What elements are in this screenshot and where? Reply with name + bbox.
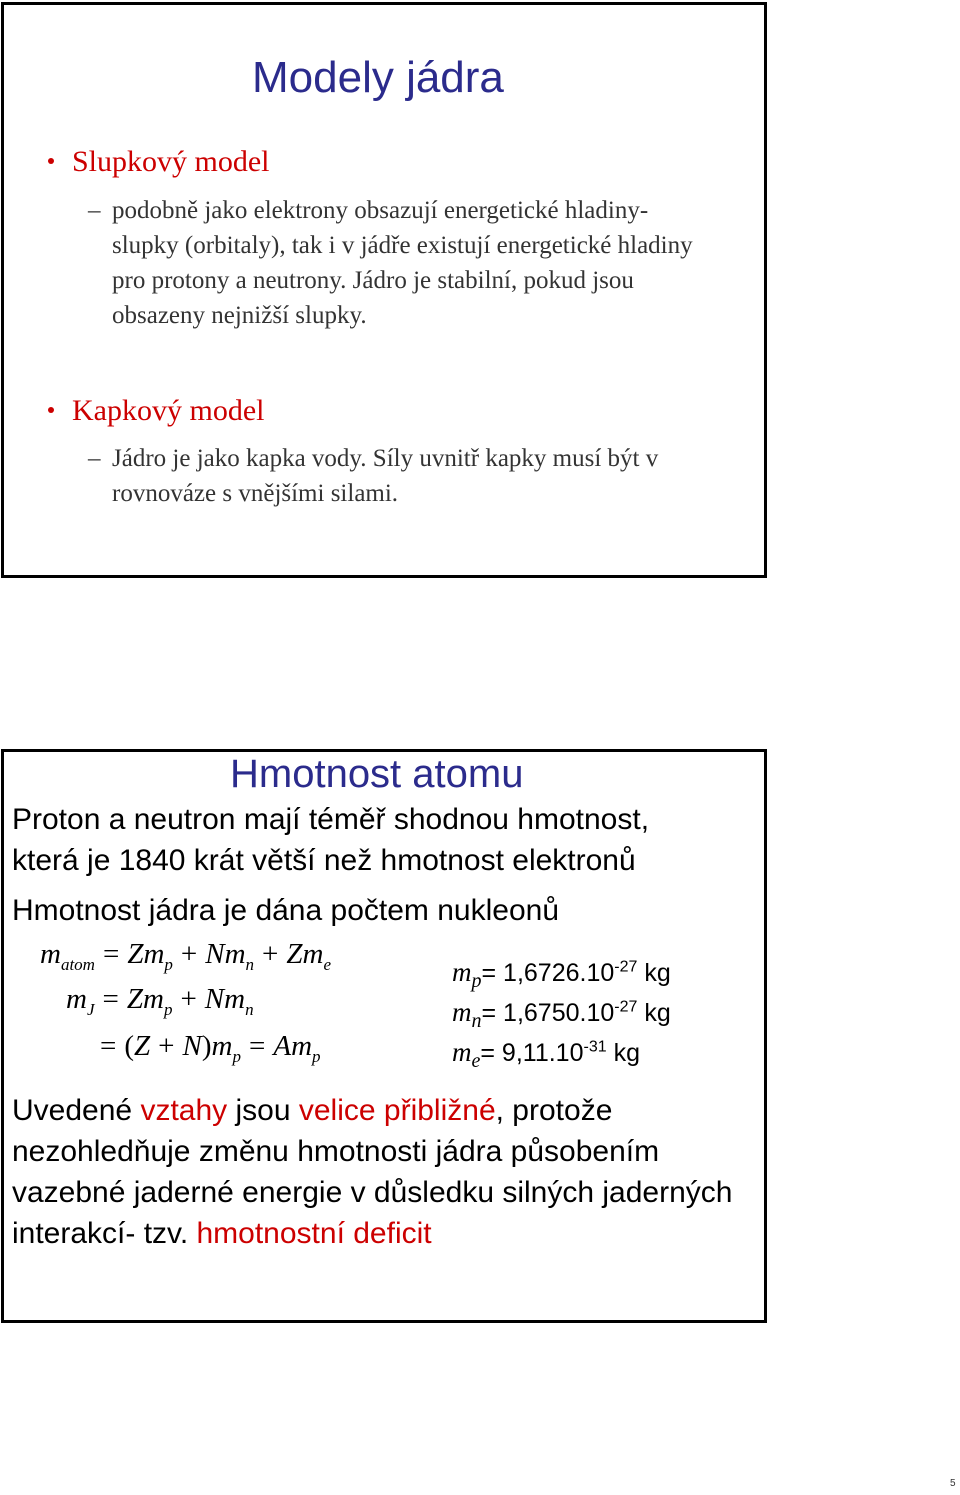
bullet-dot-icon	[48, 407, 54, 413]
highlight-text: velice přibližné	[298, 1094, 496, 1127]
sub-item-text: podobně jako elektrony obsazují energetické hladiny- slupky (orbitaly), tak i v jádře existují energetické hladiny pro protony a neutrony. Jádro je stabilní, pokud jsou obsazeny nejnižší slupky.	[112, 197, 693, 329]
electron-mass: $m_e= 9,11.10^{-31}$ kg	[452, 1037, 640, 1072]
equation-nucleus-mass-simplified: = $(Z + N)m_p = Am_p$	[100, 1030, 321, 1066]
text-line: Proton a neutron mají téměř shodnou hmotnost,	[12, 803, 650, 836]
sub-item-text: Jádro je jako kapka vody. Síly uvnitř kapky musí být v rovnováze s vnějšími silami.	[112, 445, 659, 507]
sub-item-shell-model	[88, 193, 712, 333]
page-number: 5	[950, 1478, 956, 1489]
equation-atom-mass: $m_{atom} = Zm_p + Nm_n + Zm_e$	[40, 938, 332, 974]
bullet-label: Kapkový model	[72, 394, 265, 427]
dash-icon: –	[88, 445, 101, 472]
dash-icon: –	[88, 197, 101, 224]
slide-models	[1, 2, 767, 578]
bullet-dot-icon	[48, 158, 54, 164]
proton-mass: $m_p= 1,6726.10^{-27}$ kg	[452, 957, 671, 992]
bullet-shell-model	[48, 145, 270, 179]
neutron-mass: $m_n= 1,6750.10^{-27}$ kg	[452, 997, 671, 1032]
bullet-drop-model	[48, 394, 264, 428]
slide-atomic-mass	[1, 749, 767, 1323]
bullet-label: Slupkový model	[72, 145, 270, 178]
slide-title: Modely jádra	[252, 53, 504, 102]
highlight-text: hmotnostní deficit	[196, 1217, 432, 1250]
text-line: Hmotnost jádra je dána počtem nukleonů	[12, 894, 560, 927]
slide-title: Hmotnost atomu	[230, 752, 524, 796]
highlight-text: vztahy	[140, 1094, 228, 1127]
sub-item-drop-model	[88, 441, 712, 511]
equation-nucleus-mass: $m_J = Zm_p + Nm_n$	[66, 983, 254, 1019]
mass-deficit-paragraph: Uvedené vztahy jsou velice přibližné, protože nezohledňuje změnu hmotnosti jádra působením vazebné jaderné energie v důsledku silných jaderných interakcí- tzv. hmotnostní deficit	[12, 1094, 733, 1250]
text-line: která je 1840 krát větší než hmotnost elektronů	[12, 844, 636, 877]
